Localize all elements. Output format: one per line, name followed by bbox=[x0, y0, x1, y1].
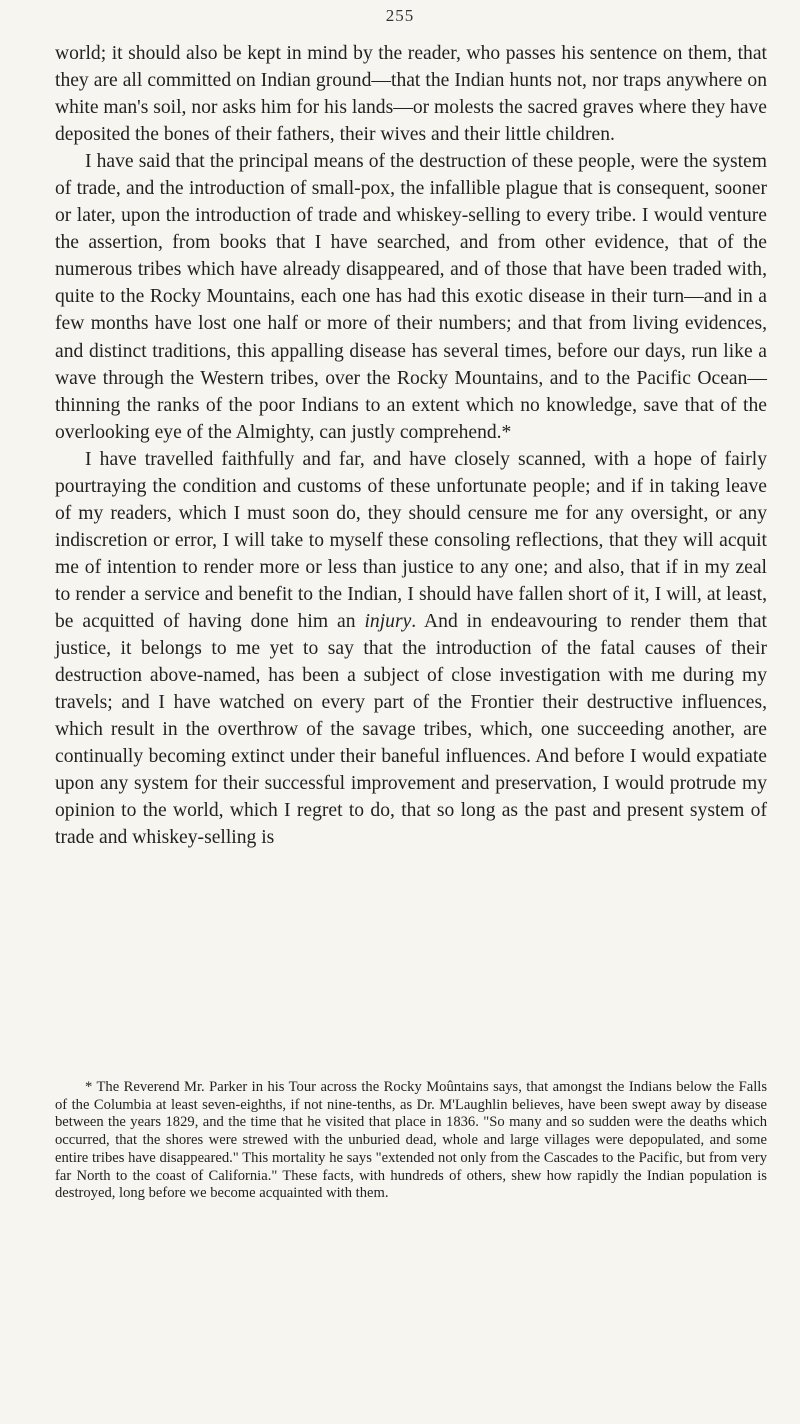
emphasis-injury: injury bbox=[364, 610, 412, 632]
footnote-text: * The Reverend Mr. Parker in his Tour across the Rocky Moûntains says, that amongst the Indians below the Falls of the Columbia at least seven-eighths, if not nine-tenths, as Dr. M'Laughlin believes, have been swept away by disease between the years 1829, and the time that he visited that place in 1836. "So many and so sudden were the deaths which occurred, that the shores were strewed with the unburied dead, whole and large villages were depopulated, and some entire tribes have disappeared." This mortality he says "extended not only from the Cascades to the Pacific, but from very far North to the coast of California." These facts, with hundreds of others, shew how rapidly the Indian population is destroyed, long before we become acquainted with them. bbox=[55, 1079, 767, 1202]
footnote bbox=[55, 1079, 767, 1203]
main-text bbox=[55, 40, 767, 851]
paragraph-1: world; it should also be kept in mind by the reader, who passes his sentence on them, that they are all committed on Indian ground—that the Indian hunts not, nor traps anywhere on white man's soil, nor asks him for his lands—or molests the sacred graves where they have deposited the bones of their fathers, their wives and their little children. bbox=[55, 43, 768, 146]
paragraph-3-part-a: I have travelled faithfully and far, and have closely scanned, with a hope of fairly pourtraying the condition and customs of these unfortunate people; and if in taking leave of my readers, which I must soon do, they should censure me for any oversight, or any indiscretion or error, I will take to myself these consoling reflections, that they will acquit me of intention to render more or less than justice to any one; and also, that if in my zeal to render a service and benefit to the Indian, I should have fallen short of it, I will, at least, be acquitted of having done him an bbox=[55, 448, 767, 632]
paragraph-3-part-b: . And in endeavouring to render them that justice, it belongs to me yet to say that the introduction of the fatal causes of their destruction above-named, has been a subject of close investigation with me during my travels; and I have watched on every part of the Frontier their destructive influences, which result in the overthrow of the savage tribes, which, one succeeding another, are continually becoming extinct under their baneful influences. And before I would expatiate upon any system for their successful improvement and preservation, I would protrude my opinion to the world, which I regret to do, that so long as the past and present system of trade and whiskey-selling is bbox=[55, 610, 767, 849]
page-number: 255 bbox=[385, 6, 415, 25]
paragraph-3 bbox=[55, 446, 767, 852]
paragraph-2: I have said that the principal means of the destruction of these people, were the system of trade, and the introduction of small-pox, the infallible plague that is consequent, sooner or later, upon the introduction of trade and whiskey-selling to every tribe. I would venture the assertion, from books that I have searched, and from other evidence, that of the numerous tribes which have already disappeared, and of those that have been traded with, quite to the Rocky Mountains, each one has had this exotic disease in their turn—and in a few months have lost one half or more of their numbers; and that from living evidences, and distinct traditions, this appalling disease has several times, before our days, run like a wave through the Western tribes, over the Rocky Mountains, and to the Pacific Ocean—thinning the ranks of the poor Indians to an extent which no knowledge, save that of the overlooking eye of the Almighty, can justly comprehend.* bbox=[55, 151, 767, 443]
